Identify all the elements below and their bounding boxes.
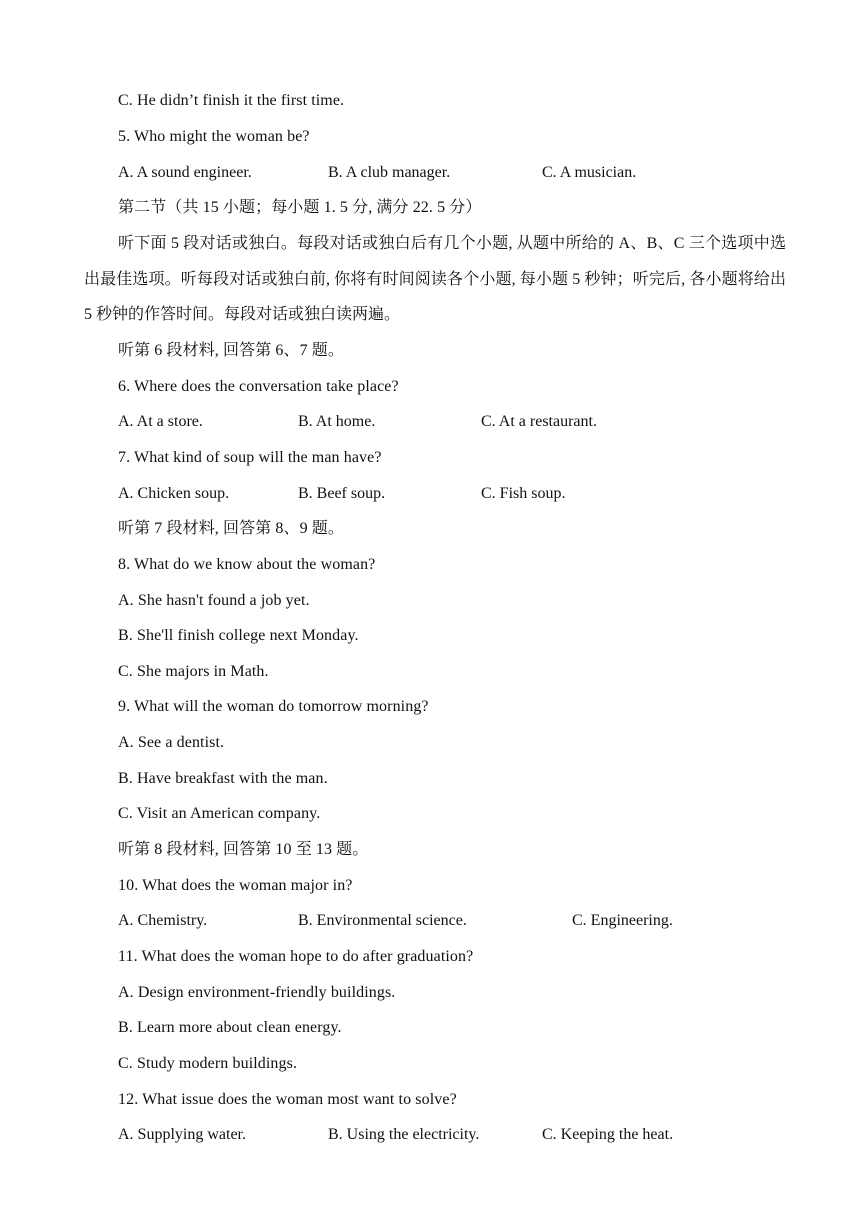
q12-option-c: C. Keeping the heat. <box>542 1126 674 1143</box>
q12-option-b: B. Using the electricity. <box>328 1126 480 1143</box>
material-7-heading: 听第 7 段材料, 回答第 8、9 题。 <box>118 520 345 537</box>
q7-option-b: B. Beef soup. <box>298 485 386 502</box>
q10-option-b: B. Environmental science. <box>298 912 467 929</box>
q8-option-c: C. She majors in Math. <box>118 663 269 680</box>
q9-question: 9. What will the woman do tomorrow morning? <box>118 698 429 715</box>
q6-question: 6. Where does the conversation take place? <box>118 378 399 395</box>
q11-question: 11. What does the woman hope to do after graduation? <box>118 948 474 965</box>
q4-option-c: C. He didn’t finish it the first time. <box>118 92 345 109</box>
q12-option-a: A. Supplying water. <box>118 1126 246 1143</box>
q12-question: 12. What issue does the woman most want to solve? <box>118 1091 457 1108</box>
q10-option-a: A. Chemistry. <box>118 912 208 929</box>
section-2-heading: 第二节（共 15 小题；每小题 1. 5 分, 满分 22. 5 分） <box>118 199 482 216</box>
q8-question: 8. What do we know about the woman? <box>118 556 376 573</box>
q11-option-a: A. Design environment-friendly buildings. <box>118 984 396 1001</box>
q11-option-c: C. Study modern buildings. <box>118 1055 298 1072</box>
q9-option-a: A. See a dentist. <box>118 734 225 751</box>
q8-option-a: A. She hasn't found a job yet. <box>118 592 310 609</box>
q7-option-a: A. Chicken soup. <box>118 485 230 502</box>
q6-option-a: A. At a store. <box>118 413 203 430</box>
q7-question: 7. What kind of soup will the man have? <box>118 449 382 466</box>
q6-option-b: B. At home. <box>298 413 376 430</box>
material-8-heading: 听第 8 段材料, 回答第 10 至 13 题。 <box>118 841 369 858</box>
q5-option-a: A. A sound engineer. <box>118 164 252 181</box>
q5-question: 5. Who might the woman be? <box>118 128 310 145</box>
q5-option-b: B. A club manager. <box>328 164 451 181</box>
q9-option-b: B. Have breakfast with the man. <box>118 770 328 787</box>
q7-option-c: C. Fish soup. <box>481 485 566 502</box>
section-2-instructions: 听下面 5 段对话或独白。每段对话或独白后有几个小题, 从题中所给的 A、B、C 三个选项中选出最佳选项。听每段对话或独白前, 你将有时间阅读各个小题, 每小题 5 秒钟；听完后, 各小题将给出 5 秒钟的作答时间。每段对话或独白读两遍。 <box>84 235 786 323</box>
q11-option-b: B. Learn more about clean energy. <box>118 1019 342 1036</box>
q10-option-c: C. Engineering. <box>572 912 673 929</box>
q5-option-c: C. A musician. <box>542 164 637 181</box>
q8-option-b: B. She'll finish college next Monday. <box>118 627 359 644</box>
q10-question: 10. What does the woman major in? <box>118 877 353 894</box>
q6-option-c: C. At a restaurant. <box>481 413 597 430</box>
material-6-heading: 听第 6 段材料, 回答第 6、7 题。 <box>118 342 345 359</box>
q9-option-c: C. Visit an American company. <box>118 805 321 822</box>
